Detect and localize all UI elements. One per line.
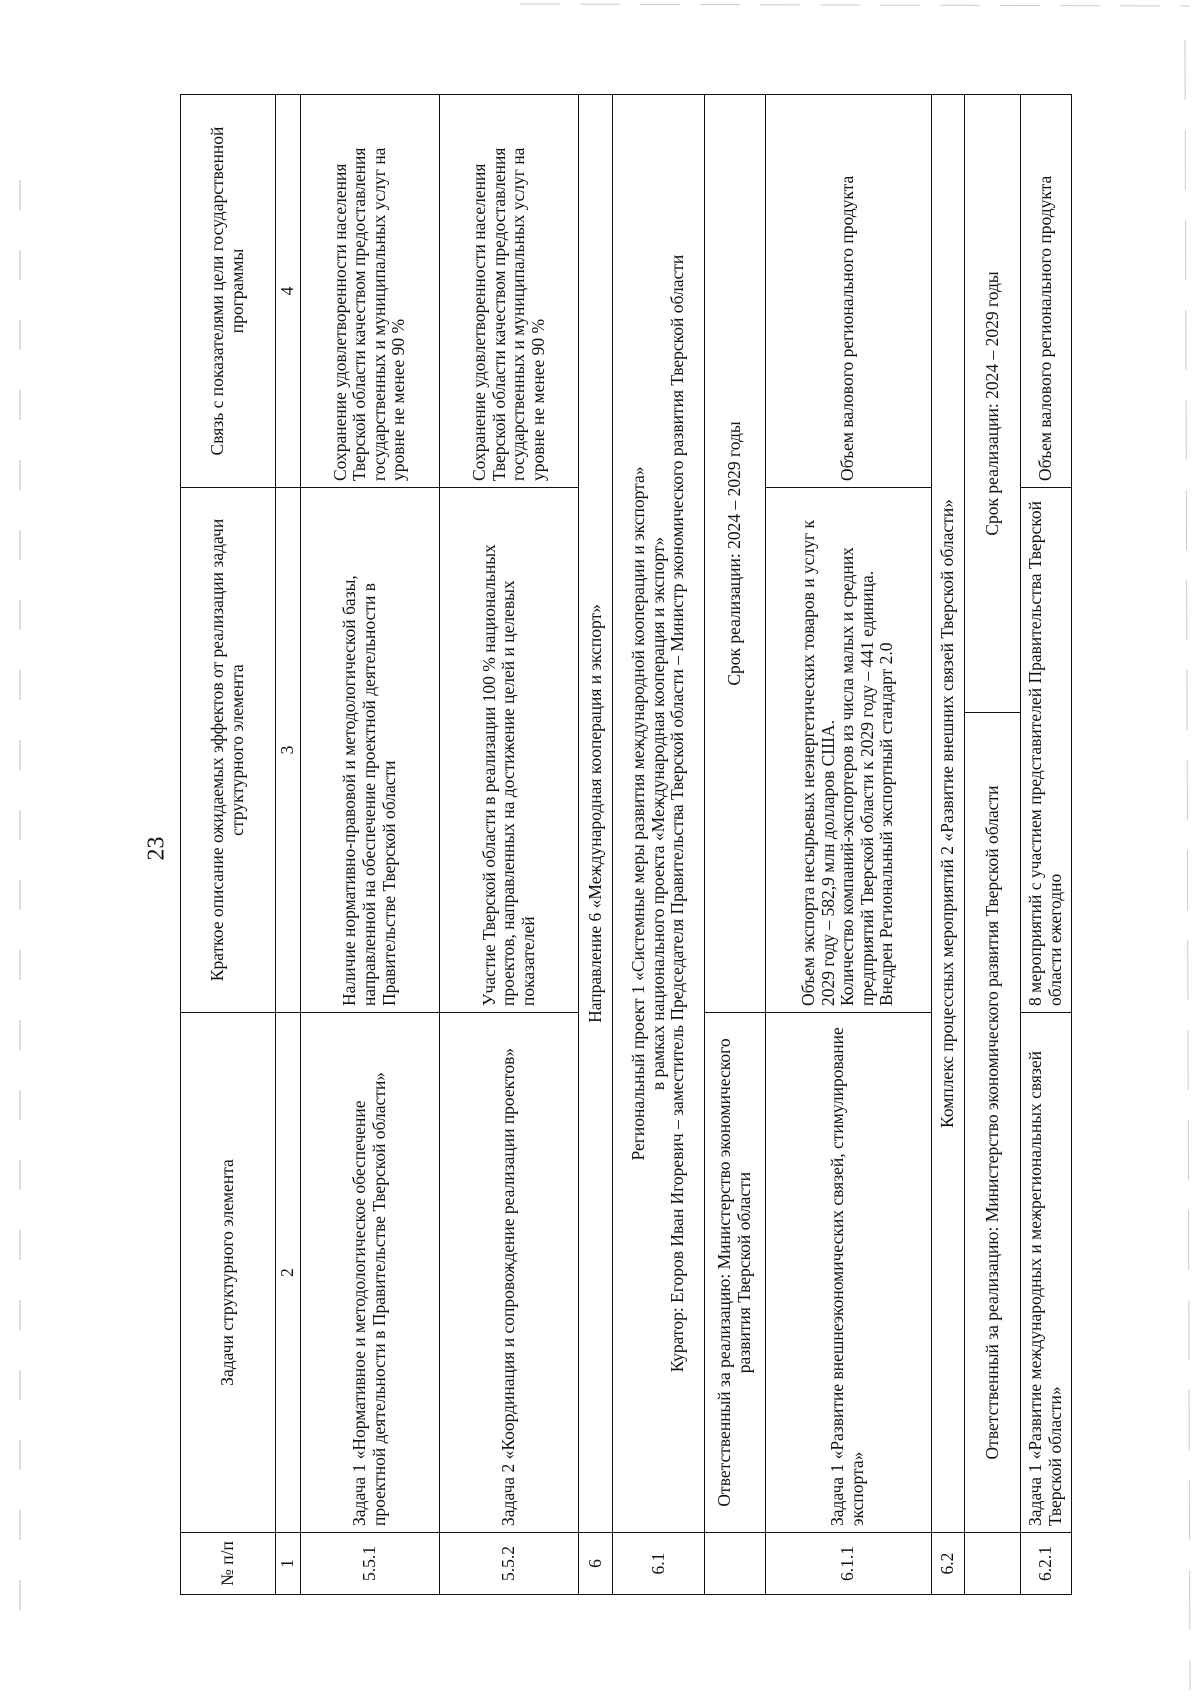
header-link: Связь с показателями цели государственной программы (181, 95, 276, 488)
task-cell: Задача 1 «Нормативное и методологическое обеспечение проектной деятельности в Правительстве Тверской области» (300, 1013, 439, 1533)
effect-cell (765, 488, 931, 1013)
regional-project-national: в рамках национального проекта «Международная кооперация и экспорт» (647, 536, 668, 1091)
header-effects: Краткое описание ожидаемых эффектов от реализации задачи структурного элемента (181, 488, 276, 1013)
task-cell: Задача 1 «Развитие международных и межрегиональных связей Тверской области» (1021, 1013, 1072, 1533)
row-number: 5.5.1 (300, 1533, 439, 1595)
direction-title: Направление 6 «Международная кооперация и экспорт» (579, 95, 613, 1533)
term-cell: Срок реализации: 2024 – 2029 годы (704, 95, 765, 1013)
responsible-cell: Ответственный за реализацию: Министерство экономического развития Тверской области (704, 1013, 765, 1533)
responsible-cell: Ответственный за реализацию: Министерство экономического развития Тверской области (965, 713, 1021, 1533)
header-tasks: Задачи структурного элемента (181, 1013, 276, 1533)
table-row-6-2-responsible (965, 95, 1021, 1595)
task-cell: Задача 1 «Развитие внешнеэкономических связей, стимулирование экспорта» (765, 1013, 931, 1533)
table-row-6-2 (931, 95, 965, 1595)
rotated-page-table (180, 95, 1072, 1595)
table-row-6-2-1 (1021, 95, 1072, 1595)
effect-cell: Наличие нормативно-правовой и методологической базы, направленной на обеспечение проектной деятельности в Правительстве Тверской области (300, 488, 439, 1013)
empty-cell (965, 1533, 1021, 1595)
link-cell: Сохранение удовлетворенности населения Тверской области качеством предоставления государственных и муниципальных услуг на уровне не менее 90 % (300, 95, 439, 488)
row-number: 6 (579, 1533, 613, 1595)
row-number: 6.2 (931, 1533, 965, 1595)
task-cell: Задача 2 «Координация и сопровождение реализации проектов» (440, 1013, 579, 1533)
row-number: 6.1 (613, 1533, 705, 1595)
row-number: 6.2.1 (1021, 1533, 1072, 1595)
table-header-row (181, 95, 276, 1595)
table-row-6 (579, 95, 613, 1595)
regional-project-title: Региональный проект 1 «Системные меры развития международной кооперации и экспорта» (627, 466, 648, 1161)
index-2: 2 (275, 1013, 300, 1533)
regional-project-cell (613, 95, 705, 1533)
table-row-6-1-responsible (704, 95, 765, 1595)
index-3: 3 (275, 488, 300, 1013)
process-complex-title: Комплекс процессных мероприятий 2 «Развитие внешних связей Тверской области» (931, 95, 965, 1533)
page-number: 23 (143, 836, 170, 861)
table-row-5-5-1 (300, 95, 439, 1595)
effect-export-volume: Объем экспорта несырьевых неэнергетических товаров и услуг к 2029 году – 582,9 млн долларов США. (798, 519, 838, 1006)
effect-cell: Участие Тверской области в реализации 100 % национальных проектов, направленных на достижение целей и целевых показателей (440, 488, 579, 1013)
effect-exporters-count: Количество компаний-экспортеров из числа малых и средних предприятий Тверской области к 2029 году – 441 единица. (837, 547, 877, 1006)
column-index-row (275, 95, 300, 1595)
table-row-6-1 (613, 95, 705, 1595)
term-cell: Срок реализации: 2024 – 2029 годы (965, 95, 1021, 713)
row-number: 5.5.2 (440, 1533, 579, 1595)
link-cell: Сохранение удовлетворенности населения Тверской области качеством предоставления государственных и муниципальных услуг на уровне не менее 90 % (440, 95, 579, 488)
table-row-5-5-2 (440, 95, 579, 1595)
effect-cell: 8 мероприятий с участием представителей Правительства Тверской области ежегодно (1021, 488, 1072, 1013)
table-row-6-1-1 (765, 95, 931, 1595)
header-no: № п/п (181, 1533, 276, 1595)
link-cell: Объем валового регионального продукта (1021, 95, 1072, 488)
index-1: 1 (275, 1533, 300, 1595)
link-cell: Объем валового регионального продукта (765, 95, 931, 488)
index-4: 4 (275, 95, 300, 488)
regional-project-curator: Куратор: Егоров Иван Игоревич – заместитель Председателя Правительства Тверской области – Министр экономического развития Тверской области (667, 254, 688, 1373)
effect-export-standard: Внедрен Региональный экспортный стандарт 2.0 (876, 642, 897, 1006)
structural-elements-table (180, 94, 1072, 1595)
row-number: 6.1.1 (765, 1533, 931, 1595)
empty-cell (704, 1533, 765, 1595)
